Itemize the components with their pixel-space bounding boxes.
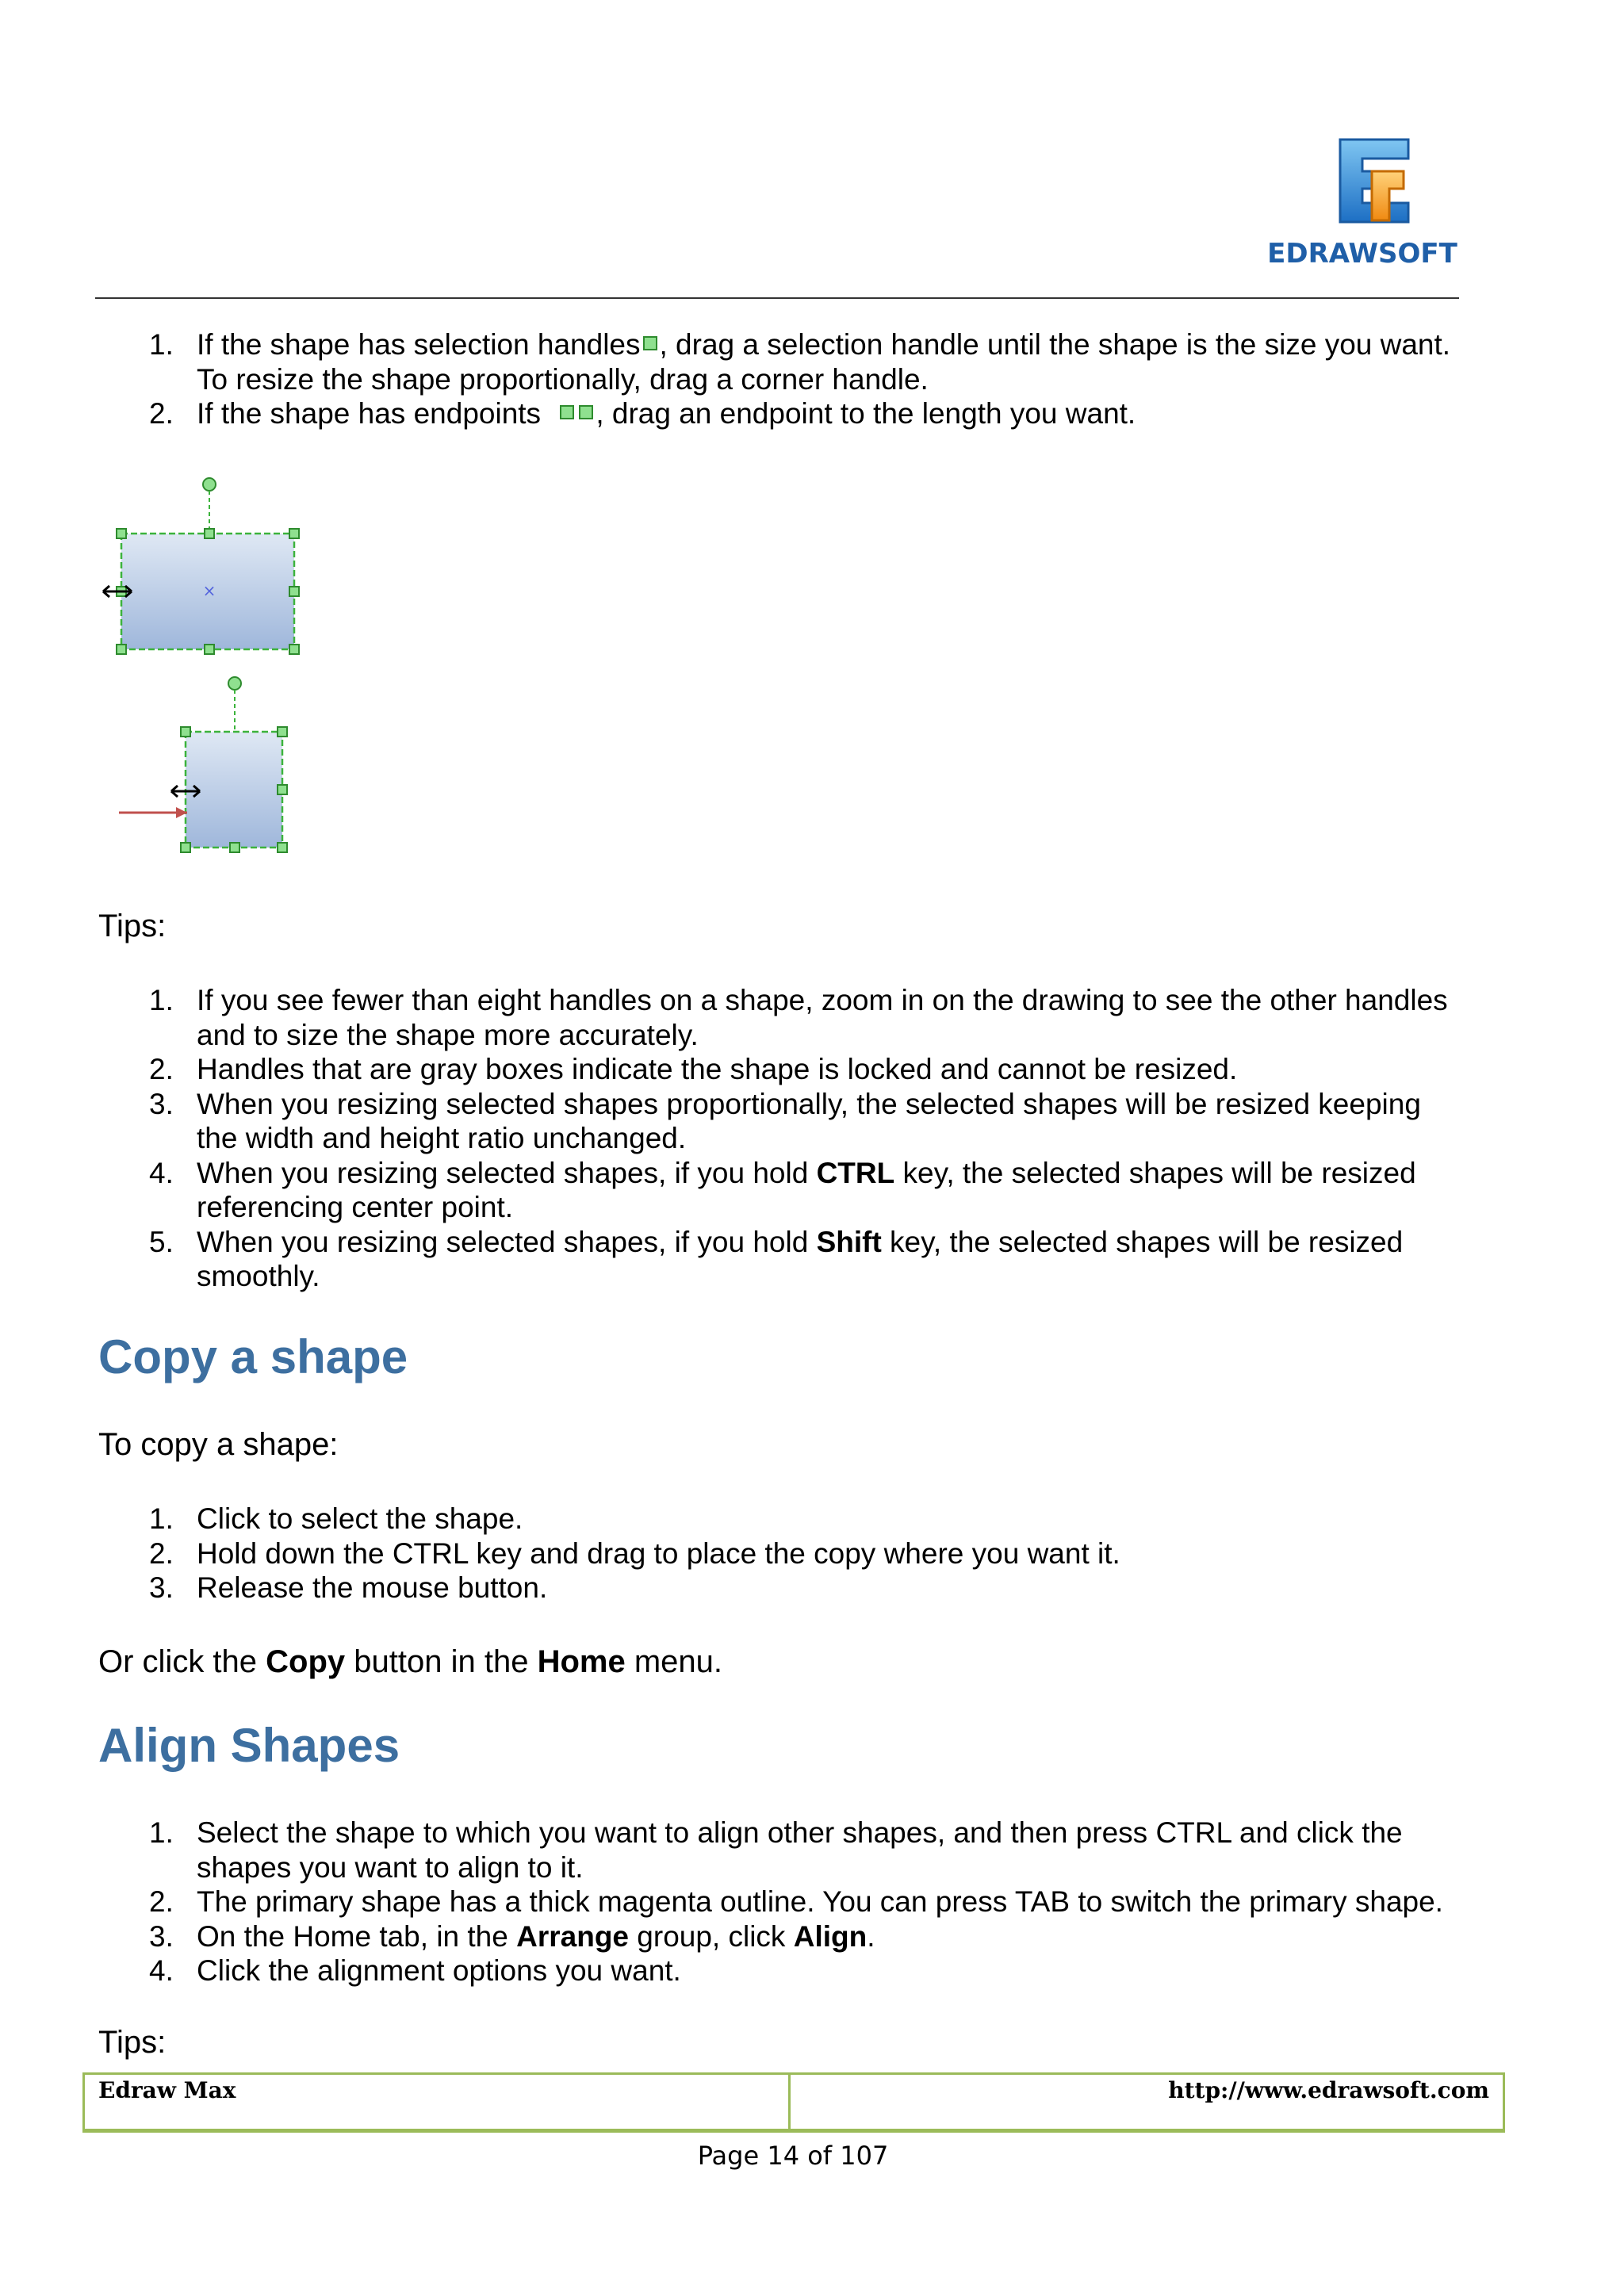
- list-item: 4. When you resizing selected shapes, if you hold CTRL key, the selected shapes will be resized referencing center point.: [149, 1156, 1416, 1223]
- copy-steps-list: [95, 1502, 1522, 1605]
- endpoint-icon: [560, 405, 574, 419]
- resize-illustration: [95, 468, 349, 864]
- footer-website-link[interactable]: http://www.edrawsoft.com: [1168, 2077, 1489, 2103]
- list-item: 5. When you resizing selected shapes, if you hold Shift key, the selected shapes will be resized smoothly.: [149, 1225, 1404, 1292]
- svg-text:×: ×: [202, 581, 216, 600]
- list-item: 3. Release the mouse button.: [149, 1571, 548, 1604]
- logo-text: EDRAWSOFT: [1267, 238, 1457, 270]
- section-heading-copy: Copy a shape: [98, 1330, 408, 1383]
- footer-product-name: Edraw Max: [98, 2077, 236, 2103]
- copy-intro: To copy a shape:: [98, 1427, 339, 1462]
- resize-steps-list: [95, 327, 1522, 431]
- list-item: 2. The primary shape has a thick magenta outline. You can press TAB to switch the primary shape.: [149, 1885, 1443, 1918]
- header-rule: [95, 297, 1459, 299]
- list-item: 1. Click to select the shape.: [149, 1502, 523, 1535]
- footer-divider: [788, 2072, 791, 2133]
- list-item: 1. If you see fewer than eight handles on a shape, zoom in on the drawing to see the other handles and to size the shape more accurately.: [149, 984, 1448, 1051]
- list-item: 2. Hold down the CTRL key and drag to place the copy where you want it.: [149, 1536, 1120, 1570]
- list-item: 1. Select the shape to which you want to align other shapes, and then press CTRL and click the shapes you want to align to it.: [149, 1816, 1403, 1884]
- shape-wide: [103, 478, 299, 654]
- section-heading-align: Align Shapes: [98, 1719, 400, 1772]
- list-item: 1. If the shape has selection handles , drag a selection handle until the shape is the size you want. To resize the shape proportionally, drag a corner handle.: [149, 328, 1451, 396]
- list-item: 2. If the shape has endpoints , drag an endpoint to the length you want.: [149, 397, 1136, 430]
- copy-alternative: Or click the Copy button in the Home menu.: [98, 1644, 722, 1679]
- shape-narrow: [119, 677, 287, 852]
- list-item: 2. Handles that are gray boxes indicate the shape is locked and cannot be resized.: [149, 1053, 1238, 1085]
- list-item: 3. On the Home tab, in the Arrange group, click Align.: [149, 1919, 875, 1953]
- list-item: 3. When you resizing selected shapes proportionally, the selected shapes will be resized keeping the width and height ratio unchanged.: [149, 1087, 1421, 1154]
- page-number: Page 14 of 107: [697, 2141, 889, 2171]
- align-steps-list: [95, 1816, 1522, 1988]
- selection-handle-icon: [643, 336, 657, 350]
- tips-label: Tips:: [98, 2025, 167, 2060]
- tips-list: [95, 983, 1522, 1294]
- tips-label: Tips:: [98, 909, 167, 943]
- endpoint-icon: [579, 405, 593, 419]
- list-item: 4. Click the alignment options you want.: [149, 1954, 681, 1987]
